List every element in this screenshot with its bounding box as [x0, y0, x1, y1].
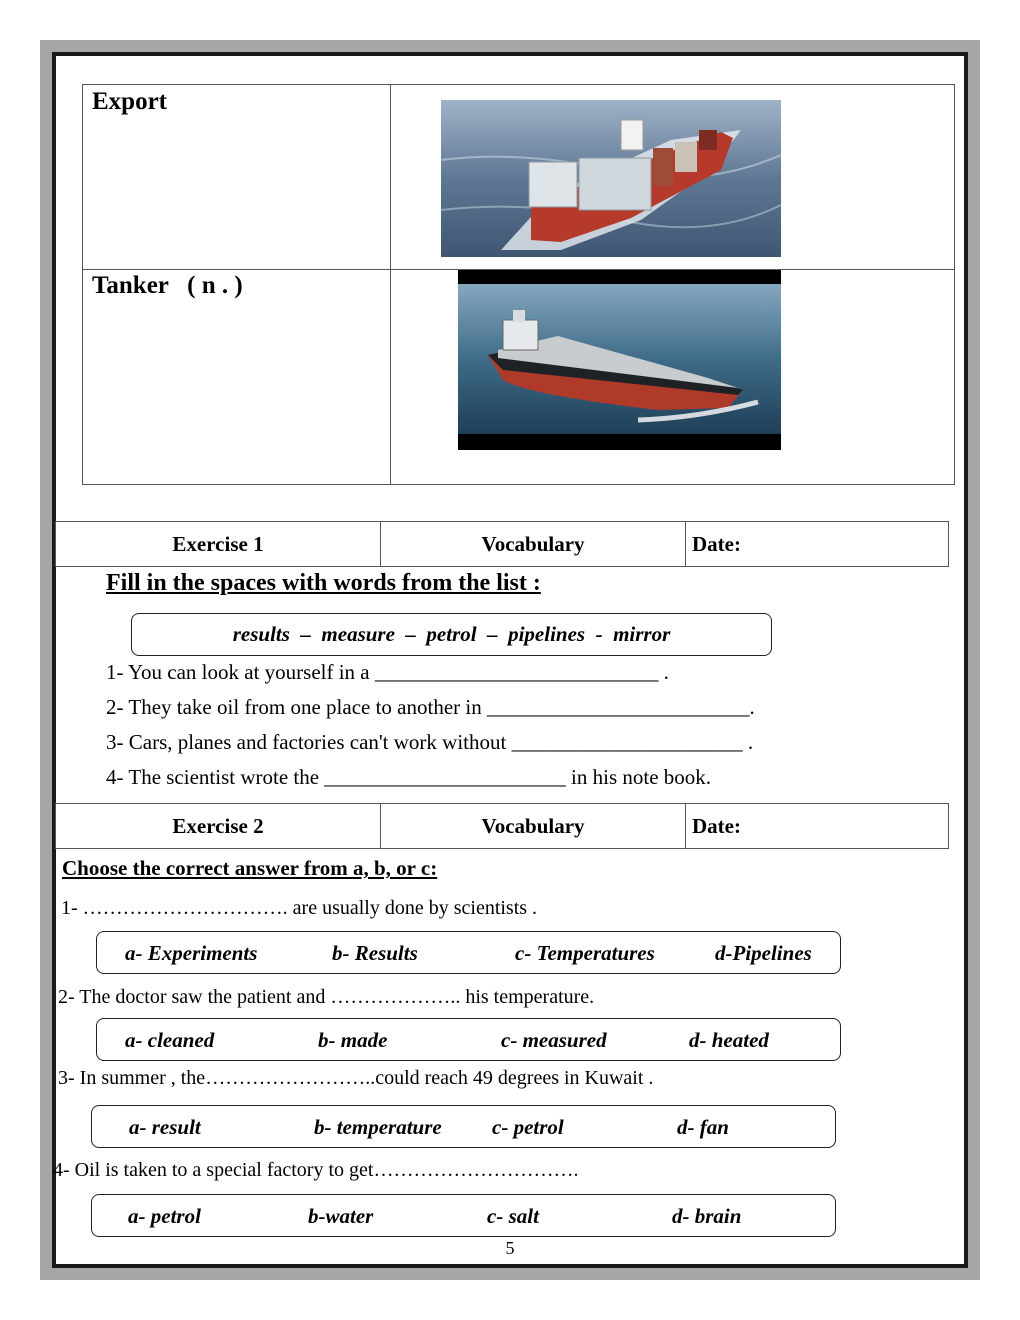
question-4-option-b[interactable]: b-water [308, 1204, 374, 1228]
exercise1-title: Exercise 1 [56, 522, 381, 566]
vocab-word-tanker: Tanker ( n . ) [92, 272, 243, 299]
exercise2-header [55, 803, 949, 849]
question-1-option-d[interactable]: d-Pipelines [715, 941, 812, 965]
question-3-option-a[interactable]: a- result [129, 1115, 201, 1139]
word-list: results – measure – petrol – pipelines - mirror [232, 622, 671, 646]
exercise2-title: Exercise 2 [56, 804, 381, 848]
question-3-option-d[interactable]: d- fan [677, 1115, 729, 1139]
exercise1-header [55, 521, 949, 567]
question-3: 3- In summer , the……………………..could reach 49 degrees in Kuwait . [58, 1067, 654, 1089]
exercise2-date: Date: [692, 813, 741, 838]
exercise1-sentence-3: 3- Cars, planes and factories can't work without ______________________ . [106, 730, 754, 754]
exercise2-type: Vocabulary [381, 804, 686, 848]
question-2-option-b[interactable]: b- made [318, 1028, 388, 1052]
exercise1-sentence-1: 1- You can look at yourself in a ___________________________ . [106, 660, 669, 684]
question-1: 1- …………………………. are usually done by scientists . [61, 897, 538, 919]
exercise1-date: Date: [692, 531, 741, 556]
question-1-option-a[interactable]: a- Experiments [125, 941, 258, 965]
container-ship-image [441, 100, 781, 257]
exercise1-sentence-4: 4- The scientist wrote the _______________________ in his note book. [106, 765, 712, 789]
question-2-option-d[interactable]: d- heated [689, 1028, 769, 1052]
question-3-option-c[interactable]: c- petrol [492, 1115, 564, 1139]
question-4: 4- Oil is taken to a special factory to get…………………………. [53, 1159, 579, 1181]
vocab-word-export: Export [92, 88, 167, 115]
question-1-option-c[interactable]: c- Temperatures [515, 941, 655, 965]
question-2-option-a[interactable]: a- cleaned [125, 1028, 215, 1052]
table-column-divider [390, 85, 391, 484]
question-2-option-c[interactable]: c- measured [501, 1028, 607, 1052]
question-1-option-b[interactable]: b- Results [332, 941, 418, 965]
exercise2-instruction: Choose the correct answer from a, b, or c: [62, 856, 438, 880]
tanker-ship-image [458, 270, 781, 450]
question-4-option-c[interactable]: c- salt [487, 1204, 539, 1228]
exercise1-sentence-2: 2- They take oil from one place to another in _________________________. [106, 695, 755, 719]
page-number: 5 [505, 1238, 515, 1258]
question-3-option-b[interactable]: b- temperature [314, 1115, 442, 1139]
question-2: 2- The doctor saw the patient and ……………….. his temperature. [58, 986, 595, 1008]
question-4-option-a[interactable]: a- petrol [128, 1204, 201, 1228]
question-4-option-d[interactable]: d- brain [672, 1204, 742, 1228]
exercise1-type: Vocabulary [381, 522, 686, 566]
exercise1-instruction: Fill in the spaces with words from the list : [106, 570, 541, 596]
